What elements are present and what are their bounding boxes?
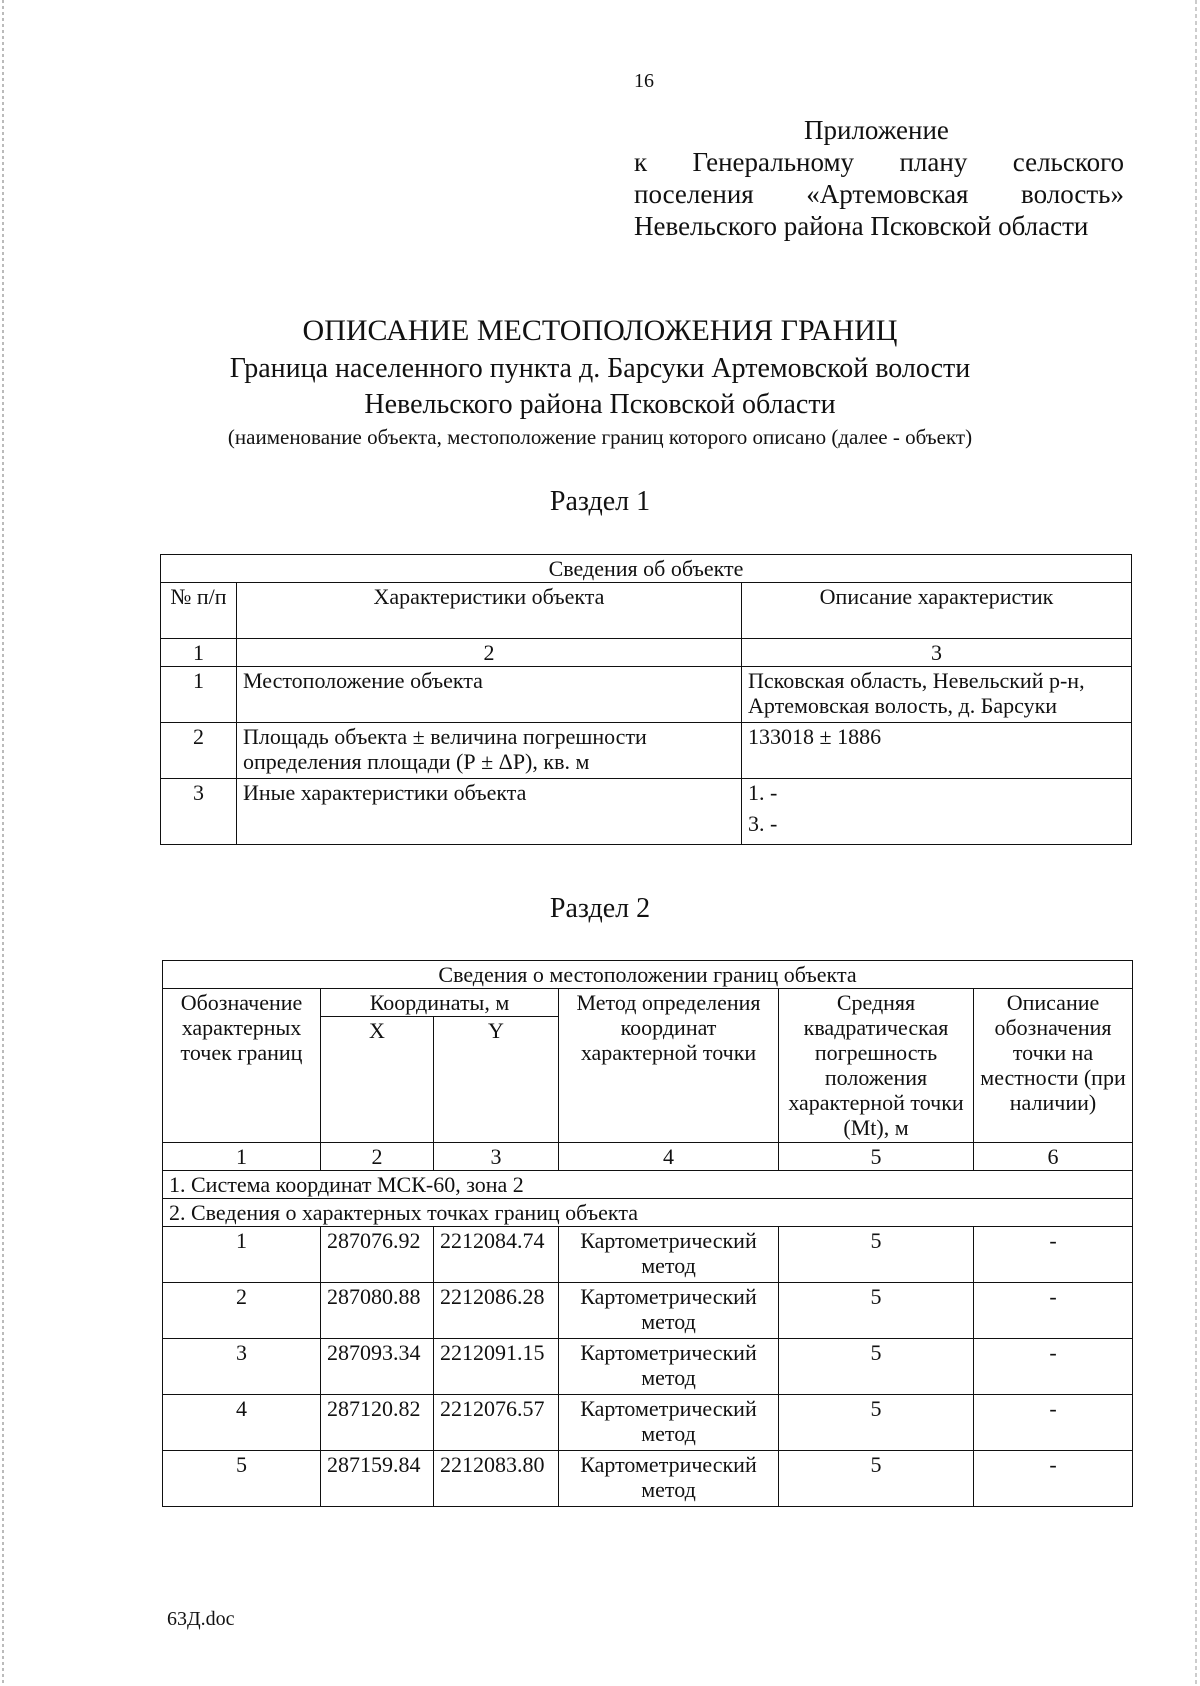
appendix-line: Невельского района Псковской области [634,211,1089,241]
column-number: 2 [321,1143,434,1171]
point-error: 5 [779,1395,974,1451]
table-row [161,723,1132,779]
table-row [163,1227,1133,1283]
row-description: Псковская область, Невельский р-н, Артемовская волость, д. Барсуки [742,667,1132,723]
point-x: 287080.88 [321,1283,434,1339]
point-y: 2212076.57 [434,1395,559,1451]
points-section-title: 2. Сведения о характерных точках границ объекта [163,1199,1133,1227]
column-number: 5 [779,1143,974,1171]
column-header: Описание обозначения точки на местности (при наличии) [974,989,1133,1143]
point-y: 2212084.74 [434,1227,559,1283]
column-header: Средняя квадратическая погрешность положения характерной точки (Mt), м [779,989,974,1143]
appendix-block [634,114,1124,242]
column-number: 6 [974,1143,1133,1171]
document-subtitle: Граница населенного пункта д. Барсуки Артемовской волости [229,353,971,384]
column-header: Метод определения координат характерной точки [559,989,779,1143]
point-method: Картометрический метод [559,1451,779,1507]
point-y: 2212083.80 [434,1451,559,1507]
point-description: - [974,1395,1133,1451]
table-row [163,1395,1133,1451]
column-header: Координаты, м [321,989,559,1017]
point-id: 1 [163,1227,321,1283]
row-description: 133018 ± 1886 [742,723,1132,779]
boundary-points-table [162,960,1133,1507]
column-header: Обозначение характерных точек границ [163,989,321,1143]
point-y: 2212086.28 [434,1283,559,1339]
table-row [163,1283,1133,1339]
point-error: 5 [779,1283,974,1339]
object-info-table [160,554,1132,845]
column-header: Y [434,1017,559,1143]
point-x: 287093.34 [321,1339,434,1395]
row-characteristic: Местоположение объекта [237,667,742,723]
row-description-line: 3. - [748,811,778,836]
scan-edge-right [1195,0,1197,1686]
page-number: 16 [634,70,654,92]
appendix-line: к Генеральному плану сельского [634,147,1124,177]
column-number: 1 [161,639,237,667]
point-error: 5 [779,1451,974,1507]
row-number: 2 [161,723,237,779]
point-description: - [974,1227,1133,1283]
column-number: 2 [237,639,742,667]
appendix-title: Приложение [804,115,949,145]
point-id: 4 [163,1395,321,1451]
column-number: 3 [434,1143,559,1171]
column-number: 3 [742,639,1132,667]
document-title: ОПИСАНИЕ МЕСТОПОЛОЖЕНИЯ ГРАНИЦ [302,314,898,347]
document-note: (наименование объекта, местоположение границ которого описано (далее - объект) [227,425,973,449]
scan-edge-left [2,0,4,1686]
point-method: Картометрический метод [559,1227,779,1283]
point-x: 287120.82 [321,1395,434,1451]
point-error: 5 [779,1227,974,1283]
point-description: - [974,1283,1133,1339]
point-id: 5 [163,1451,321,1507]
table-row [163,1339,1133,1395]
table-title: Сведения о местоположении границ объекта [163,961,1133,989]
point-method: Картометрический метод [559,1395,779,1451]
file-name-footer: 63Д.doc [167,1608,235,1630]
document-subtitle: Невельского района Псковской области [364,389,836,420]
point-description: - [974,1339,1133,1395]
section-1-title: Раздел 1 [549,486,651,517]
row-number: 1 [161,667,237,723]
point-id: 3 [163,1339,321,1395]
table-title: Сведения об объекте [161,555,1132,583]
point-method: Картометрический метод [559,1283,779,1339]
column-number: 1 [163,1143,321,1171]
row-characteristic: Иные характеристики объекта [237,779,742,845]
point-x: 287076.92 [321,1227,434,1283]
table-row [161,667,1132,723]
row-number: 3 [161,779,237,845]
point-id: 2 [163,1283,321,1339]
column-header: Описание характеристик [742,583,1132,639]
column-header: № п/п [161,583,237,639]
column-header: X [321,1017,434,1143]
coordinate-system: 1. Система координат МСК-60, зона 2 [163,1171,1133,1199]
table-row [163,1451,1133,1507]
point-y: 2212091.15 [434,1339,559,1395]
column-header: Характеристики объекта [237,583,742,639]
point-x: 287159.84 [321,1451,434,1507]
column-number: 4 [559,1143,779,1171]
row-description [742,779,1132,845]
row-characteristic: Площадь объекта ± величина погрешности определения площади (Р ± ΔР), кв. м [237,723,742,779]
section-2-title: Раздел 2 [549,893,651,924]
point-method: Картометрический метод [559,1339,779,1395]
appendix-line: поселения «Артемовская волость» [634,179,1124,209]
row-description-line: 1. - [748,780,778,805]
table-row [161,779,1132,845]
point-error: 5 [779,1339,974,1395]
point-description: - [974,1451,1133,1507]
